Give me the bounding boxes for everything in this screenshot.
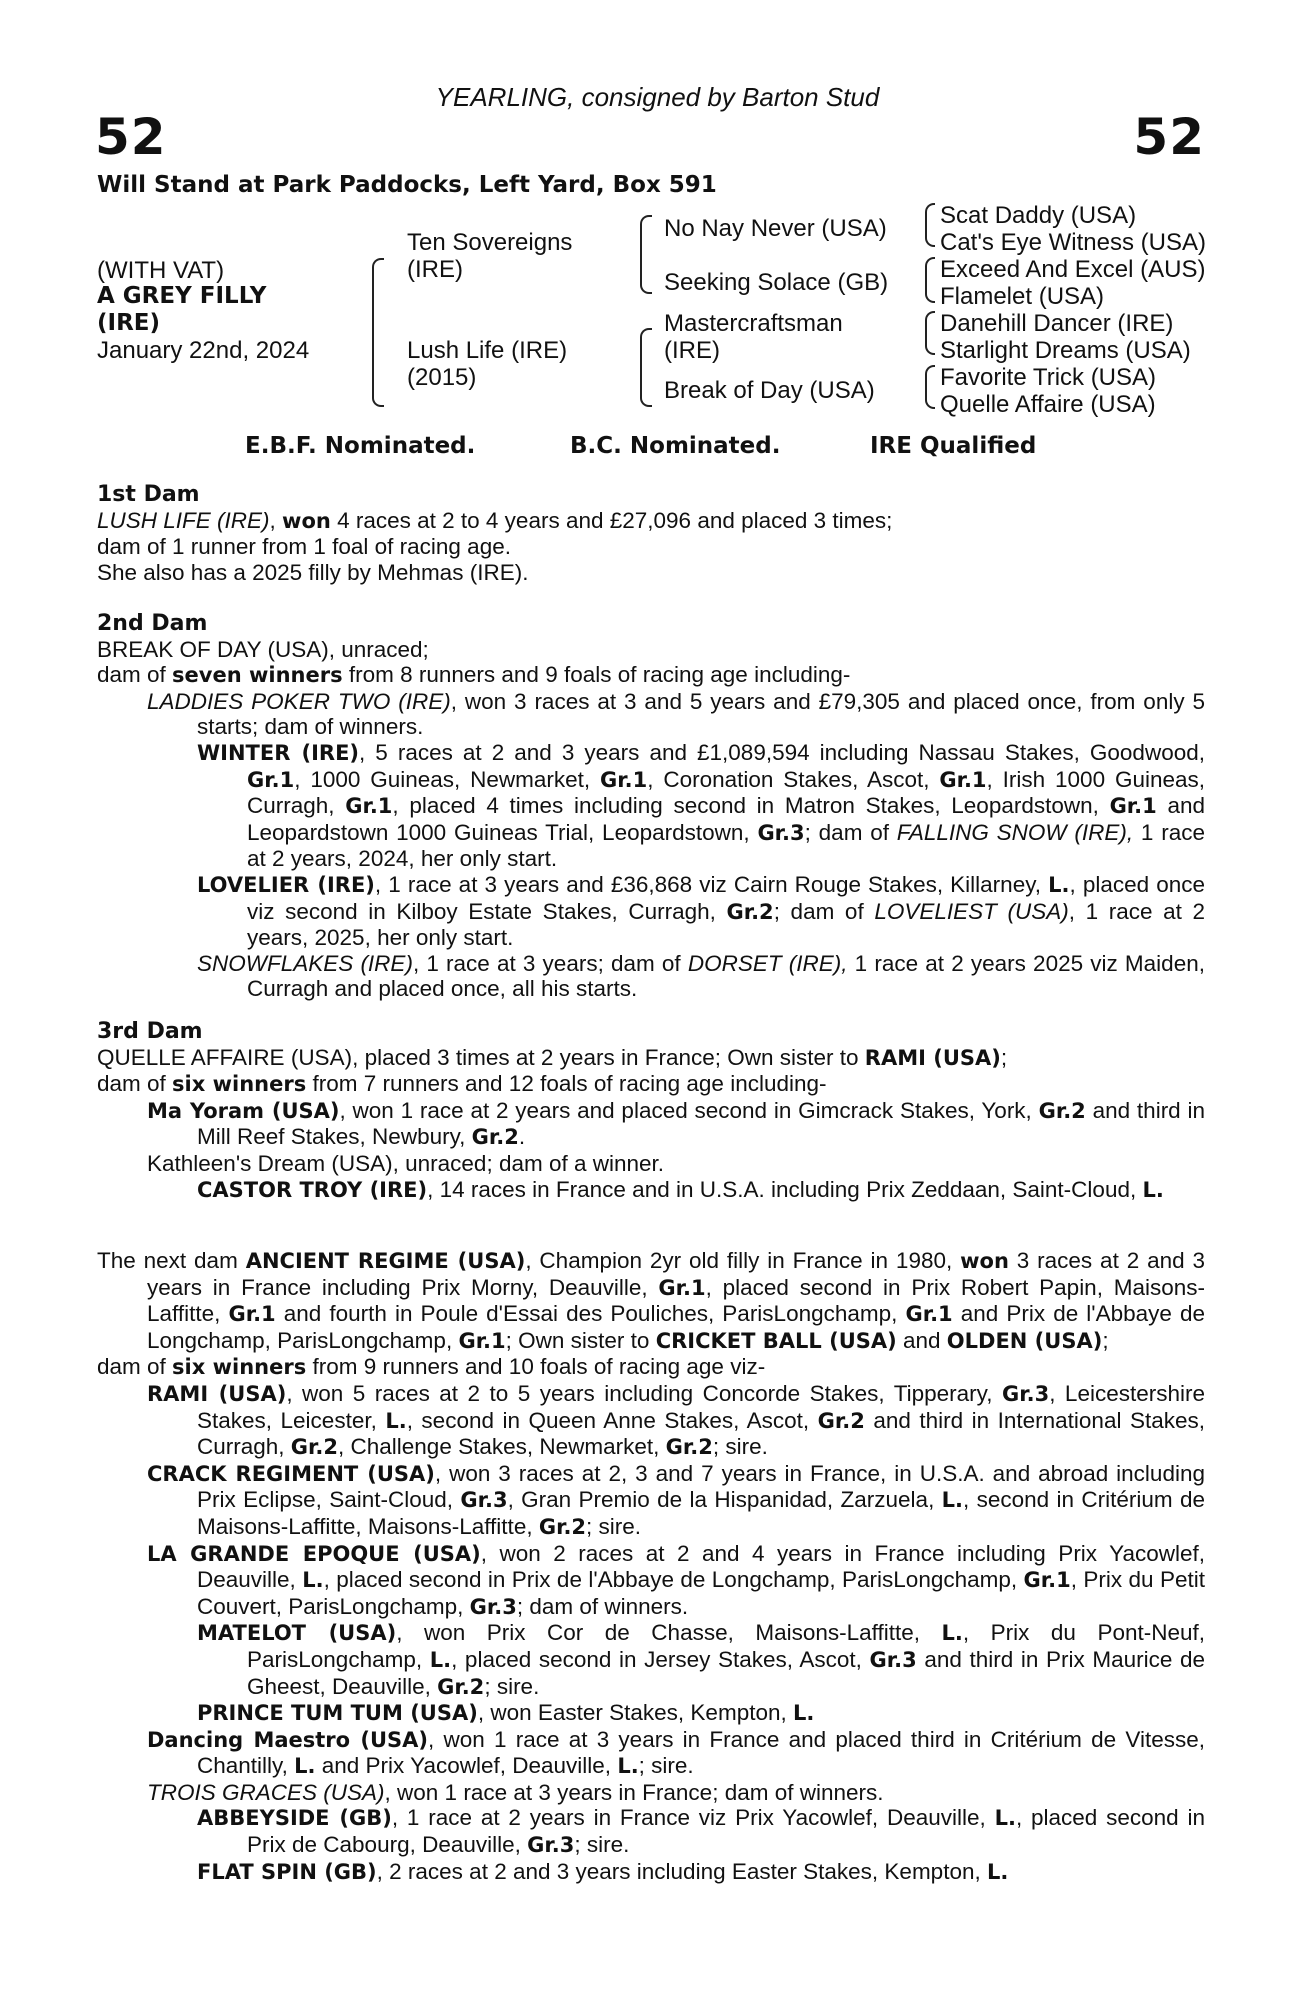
ire-qualified: IRE Qualified [870,433,1037,459]
ss-sire: Scat Daddy (USA) [940,202,1137,229]
dam-name: Lush Life (IRE) [407,337,568,364]
ss-dam: Cat's Eye Witness (USA) [940,229,1206,256]
dam-dam: Break of Day (USA) [664,377,875,404]
consignment-line: YEARLING, consigned by Barton Stud [435,82,880,112]
lot-number-right: 52 [1133,108,1205,166]
brace-ss [925,203,935,247]
lot-name-country: (IRE) [97,310,161,336]
lot-name: A GREY FILLY [97,283,267,309]
foaling-date: January 22nd, 2024 [97,337,310,364]
sire-dam: Seeking Solace (GB) [664,269,889,296]
lot-number-left: 52 [95,108,167,166]
bc-nominated: B.C. Nominated. [570,433,781,459]
brace-ds [925,311,935,355]
brace-sd [925,257,935,303]
second-dam-section: 2nd Dam BREAK OF DAY (USA), unraced; dam of seven winners from 8 runners and 9 foals of racing age including- LADDIES POKER TWO (IRE), won 3 races at 3 and 5 years and £79,305 and placed once, from only 5 starts; dam of winners. WINTER (IRE), 5 races at 2 and 3 years and £1,089,594 including Nassau Stakes, Goodwood, Gr.1, 1000 Guineas, Newmarket, Gr.1, Coronation Stakes, Ascot, Gr.1, Irish 1000 Guineas, Curragh, Gr.1, placed 4 times including second in Matron Stakes, Leopardstown, Gr.1 and Leopardstown 1000 Guineas Trial, Leopardstown, Gr.3; dam of FALLING SNOW (IRE), 1 race at 2 years, 2024, her only start. LOVELIER (IRE), 1 race at 3 years and £36,868 viz Cairn Rouge Stakes, Killarney, L., placed once viz second in Kilboy Estate Stakes, Curragh, Gr.2; dam of LOVELIEST (USA), 1 race at 2 years, 2025, her only start. SNOWFLAKES (IRE), 1 race at 3 years; dam of DORSET (IRE), 1 race at 2 years 2025 viz Maiden, Curragh and placed once, all his starts. [97,611,1205,1002]
brace-dd [925,365,935,409]
sd-dam: Flamelet (USA) [940,283,1105,310]
sire-name: Ten Sovereigns [407,229,573,256]
sire-sire: No Nay Never (USA) [664,215,887,242]
dam-sire: Mastercraftsman [664,310,843,337]
next-dam-section: The next dam ANCIENT REGIME (USA), Champion 2yr old filly in France in 1980, won 3 races at 2 and 3 years in France including Prix Morny, Deauville, Gr.1, placed second in Prix Robert Papin, Maisons-Laffitte, Gr.1 and fourth in Poule d'Essai des Pouliches, ParisLongchamp, Gr.1 and Prix de l'Abbaye de Longchamp, ParisLongchamp, Gr.1; Own sister to CRICKET BALL (USA) and OLDEN (USA); dam of six winners from 9 runners and 10 foals of racing age viz- RAMI (USA), won 5 races at 2 to 5 years including Concorde Stakes, Tipperary, Gr.3, Leicestershire Stakes, Leicester, L., second in Queen Anne Stakes, Ascot, Gr.2 and third in International Stakes, Curragh, Gr.2, Challenge Stakes, Newmarket, Gr.2; sire. CRACK REGIMENT (USA), won 3 races at 2, 3 and 7 years in France, in U.S.A. and abroad including Prix Eclipse, Saint-Cloud, Gr.3, Gran Premio de la Hispanidad, Zarzuela, L., second in Critérium de Maisons-Laffitte, Maisons-Laffitte, Gr.2; sire. LA GRANDE EPOQUE (USA), won 2 races at 2 and 4 years in France including Prix Yacowlef, Deauville, L., placed second in Prix de l'Abbaye de Longchamp, ParisLongchamp, Gr.1, Prix du Petit Couvert, ParisLongchamp, Gr.3; dam of winners. MATELOT (USA), won Prix Cor de Chasse, Maisons-Laffitte, L., Prix du Pont-Neuf, ParisLongchamp, L., placed second in Jersey Stakes, Ascot, Gr.3 and third in Prix Maurice de Gheest, Deauville, Gr.2; sire. PRINCE TUM TUM (USA), won Easter Stakes, Kempton, L. Dancing Maestro (USA), won 1 race at 3 years in France and placed third in Critérium de Vitesse, Chantilly, L. and Prix Yacowlef, Deauville, L.; sire. TROIS GRACES (USA), won 1 race at 3 years in France; dam of winners. ABBEYSIDE (GB), 1 race at 2 years in France viz Prix Yacowlef, Deauville, L., placed second in Prix de Cabourg, Deauville, Gr.3; sire. FLAT SPIN (GB), 2 races at 2 and 3 years including Easter Stakes, Kempton, L. [97,1248,1206,1884]
dam-sire-country: (IRE) [664,337,720,364]
vat-note: (WITH VAT) [97,257,225,284]
ds-dam: Starlight Dreams (USA) [940,337,1191,364]
brace-dam [640,328,652,407]
ebf-nominated: E.B.F. Nominated. [245,433,476,459]
third-dam-section: 3rd Dam QUELLE AFFAIRE (USA), placed 3 times at 2 years in France; Own sister to RAMI (USA); dam of six winners from 7 runners and 12 foals of racing age including- Ma Yoram (USA), won 1 race at 2 years and placed second in Gimcrack Stakes, York, Gr.2 and third in Mill Reef Stakes, Newbury, Gr.2. Kathleen's Dream (USA), unraced; dam of a winner. CASTOR TROY (IRE), 14 races in France and in U.S.A. including Prix Zeddaan, Saint-Cloud, L. [97,1019,1205,1202]
second-dam-heading: 2nd Dam [97,611,208,636]
brace-sire [640,215,652,294]
sire-country: (IRE) [407,256,463,283]
dd-sire: Favorite Trick (USA) [940,364,1157,391]
dd-dam: Quelle Affaire (USA) [940,391,1156,418]
brace-subject [372,258,384,407]
first-dam-heading: 1st Dam [97,482,200,507]
third-dam-heading: 3rd Dam [97,1019,203,1044]
ds-sire: Danehill Dancer (IRE) [940,310,1174,337]
first-dam-section: 1st Dam LUSH LIFE (IRE), won 4 races at 2 to 4 years and £27,096 and placed 3 times; dam of 1 runner from 1 foal of racing age. She also has a 2025 filly by Mehmas (IRE). [97,482,1205,585]
sd-sire: Exceed And Excel (AUS) [940,256,1206,283]
first-dam-name: LUSH LIFE (IRE) [97,507,270,533]
stabling-location: Will Stand at Park Paddocks, Left Yard, Box 591 [97,172,717,198]
dam-year: (2015) [407,364,477,391]
